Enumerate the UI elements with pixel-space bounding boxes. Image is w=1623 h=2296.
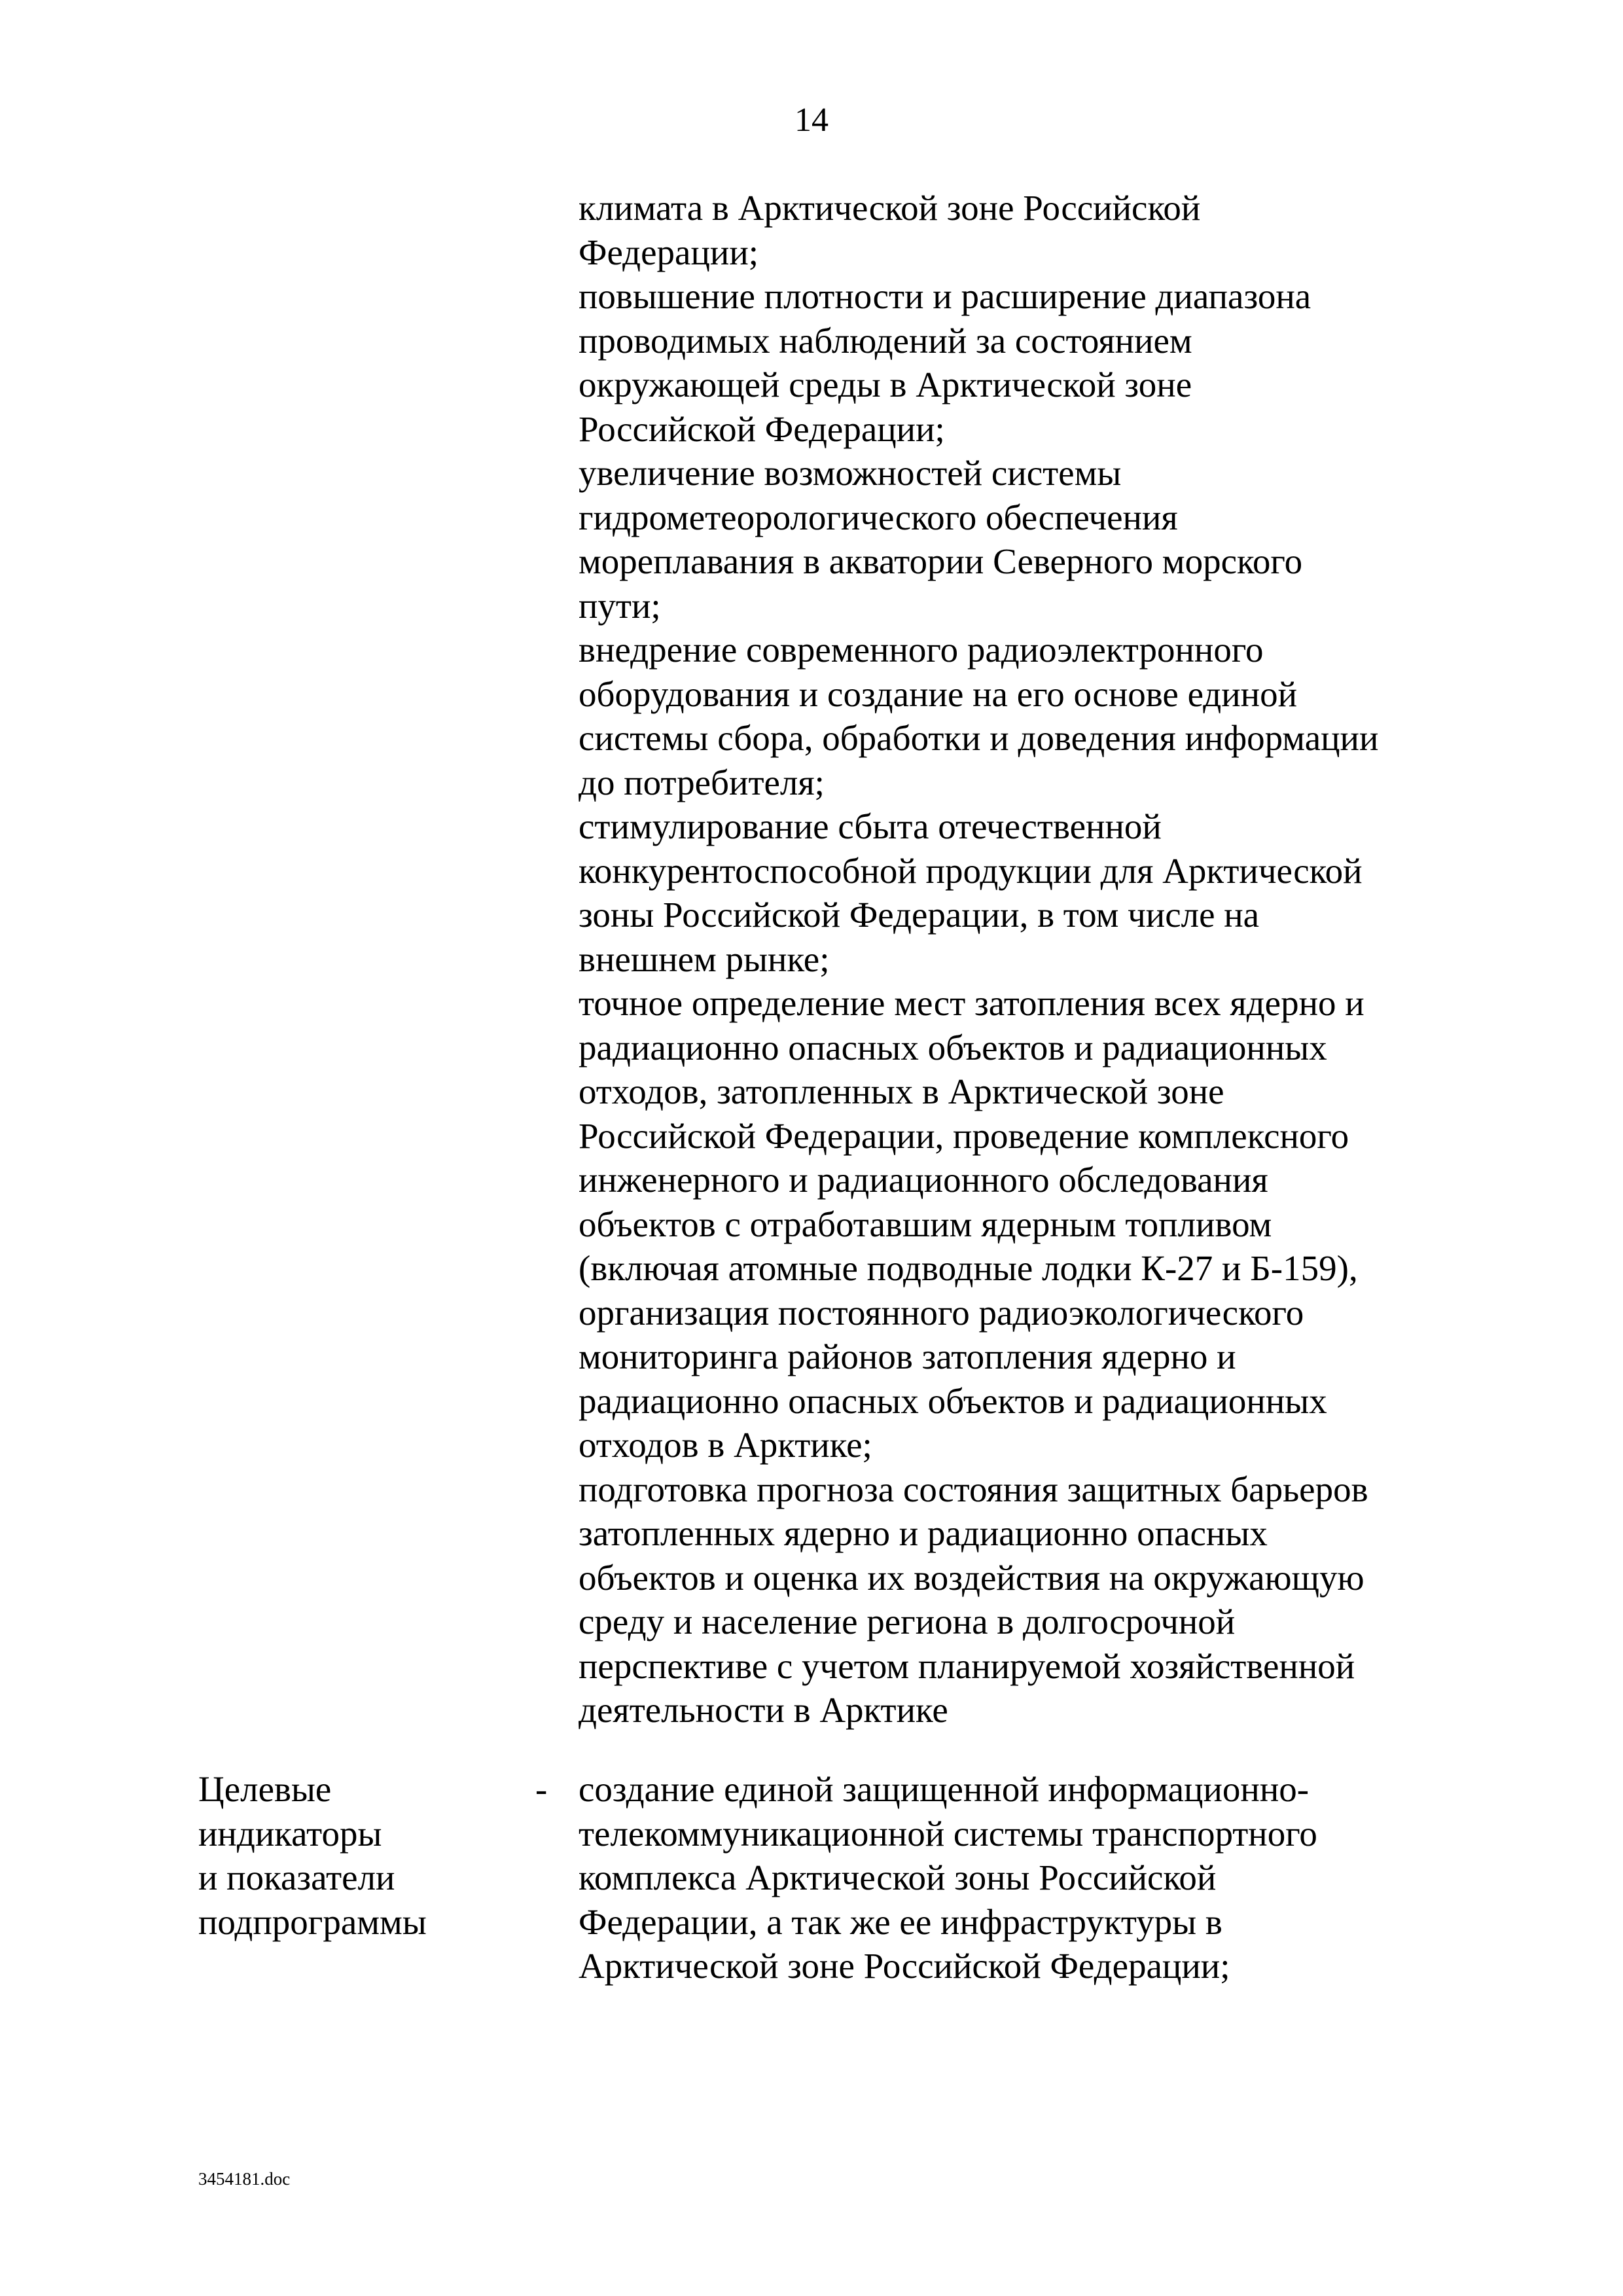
- text-line: окружающей среды в Арктической зоне: [579, 365, 1192, 404]
- text-line: деятельности в Арктике: [579, 1690, 948, 1730]
- text-line: повышение плотности и расширение диапазона: [579, 276, 1311, 316]
- text-line: объектов и оценка их воздействия на окружающую: [579, 1557, 1364, 1598]
- text-line: радиационно опасных объектов и радиационных: [579, 1380, 1327, 1421]
- text-line: телекоммуникационной системы транспортного: [579, 1813, 1317, 1854]
- text-line: объектов с отработавшим ядерным топливом: [579, 1204, 1272, 1244]
- text-line: внешнем рынке;: [579, 939, 830, 979]
- section-label: [198, 1767, 427, 1944]
- text-line: инженерного и радиационного обследования: [579, 1160, 1268, 1200]
- text-line: увеличение возможностей системы: [579, 453, 1122, 493]
- label-line: и показатели: [198, 1857, 395, 1897]
- text-line: создание единой защищенной информационно-: [579, 1769, 1310, 1809]
- text-line: системы сбора, обработки и доведения информации: [579, 718, 1379, 758]
- text-line: проводимых наблюдений за состоянием: [579, 320, 1192, 361]
- label-line: Целевые: [198, 1769, 332, 1809]
- page-number: 14: [794, 101, 829, 139]
- text-line: мониторинга районов затопления ядерно и: [579, 1336, 1236, 1376]
- section-text-block: [579, 1767, 1317, 1988]
- label-line: индикаторы: [198, 1813, 382, 1854]
- text-line: (включая атомные подводные лодки К-27 и Б-159),: [579, 1248, 1358, 1288]
- text-line: перспективе с учетом планируемой хозяйственной: [579, 1645, 1355, 1686]
- text-line: затопленных ядерно и радиационно опасных: [579, 1513, 1268, 1553]
- text-line: точное определение мест затопления всех ядерно и: [579, 983, 1364, 1023]
- text-line: стимулирование сбыта отечественной: [579, 806, 1162, 846]
- text-line: гидрометеорологического обеспечения: [579, 497, 1178, 537]
- label-separator-dash: -: [535, 1769, 548, 1809]
- text-line: пути;: [579, 585, 661, 626]
- text-line: отходов, затопленных в Арктической зоне: [579, 1071, 1224, 1111]
- text-line: Федерации, а так же ее инфраструктуры в: [579, 1901, 1222, 1942]
- text-line: Российской Федерации, проведение комплексного: [579, 1115, 1349, 1156]
- continued-text-block: [579, 186, 1378, 1732]
- label-line: подпрограммы: [198, 1901, 427, 1942]
- text-line: конкурентоспособной продукции для Арктической: [579, 850, 1363, 891]
- text-line: до потребителя;: [579, 762, 825, 802]
- text-line: отходов в Арктике;: [579, 1425, 872, 1465]
- text-line: мореплавания в акватории Северного морского: [579, 541, 1303, 581]
- text-line: организация постоянного радиоэкологического: [579, 1292, 1304, 1333]
- text-line: зоны Российской Федерации, в том числе на: [579, 895, 1260, 935]
- text-line: Арктической зоне Российской Федерации;: [579, 1946, 1230, 1986]
- text-line: оборудования и создание на его основе единой: [579, 673, 1298, 714]
- footer-filename: 3454181.doc: [198, 2169, 291, 2189]
- text-line: Федерации;: [579, 232, 759, 272]
- text-line: Российской Федерации;: [579, 408, 945, 449]
- text-line: радиационно опасных объектов и радиационных: [579, 1027, 1327, 1067]
- text-line: внедрение современного радиоэлектронного: [579, 630, 1264, 670]
- text-line: комплекса Арктической зоны Российской: [579, 1857, 1217, 1897]
- text-line: климата в Арктической зоне Российской: [579, 188, 1201, 228]
- text-line: подготовка прогноза состояния защитных барьеров: [579, 1469, 1368, 1509]
- text-line: среду и население региона в долгосрочной: [579, 1602, 1236, 1641]
